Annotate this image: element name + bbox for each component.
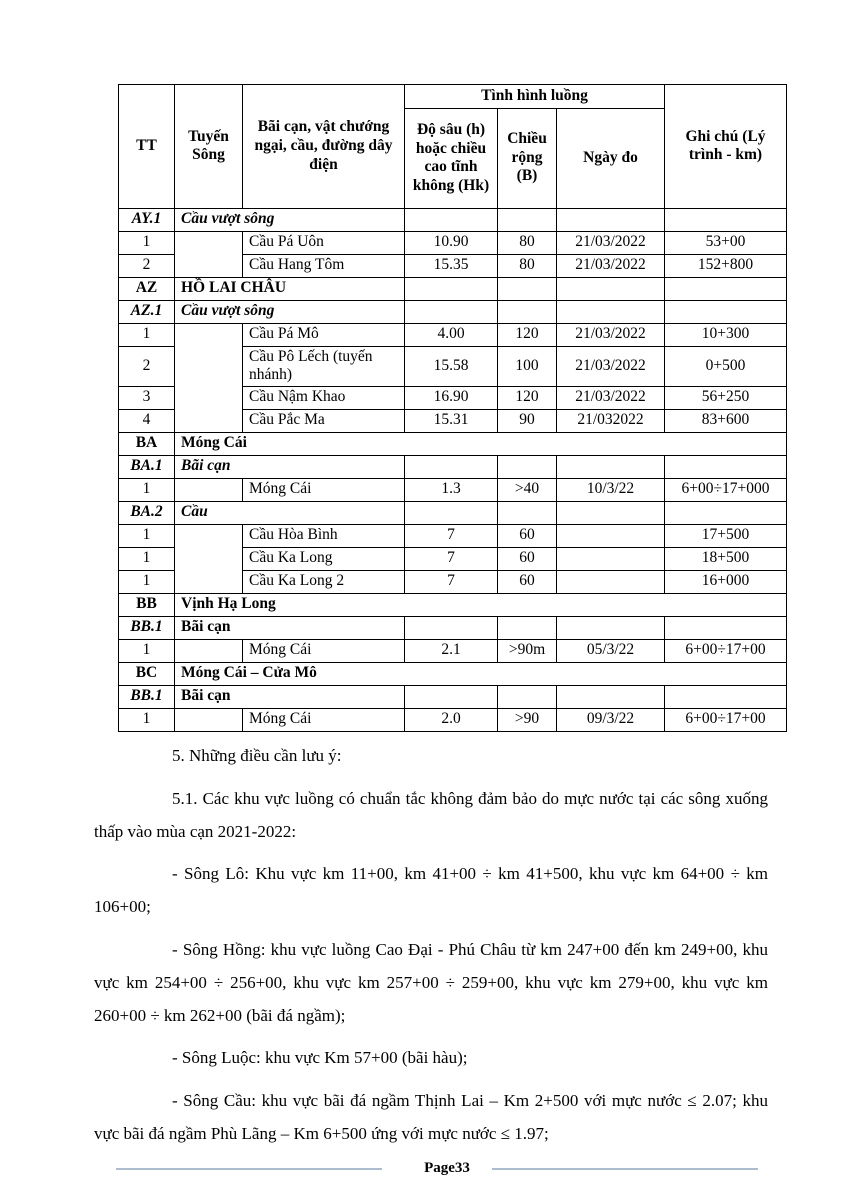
depth-cell: 2.0 — [405, 708, 498, 731]
note-cell: 18+500 — [665, 547, 787, 570]
col-header-tt: TT — [119, 85, 175, 209]
width-cell: >90 — [498, 708, 557, 731]
depth-cell: 7 — [405, 524, 498, 547]
table-row — [119, 208, 787, 231]
date-cell: 10/3/22 — [557, 478, 665, 501]
note-paragraph: - Sông Lô: Khu vực km 11+00, km 41+00 ÷ km 41+500, khu vực km 64+00 ÷ km 106+00; — [94, 864, 768, 917]
width-cell: 120 — [498, 323, 557, 346]
col-header-ngay-do: Ngày đo — [557, 108, 665, 208]
width-cell: 60 — [498, 524, 557, 547]
note-cell: 17+500 — [665, 524, 787, 547]
tuyen-song-cell — [175, 524, 243, 593]
section-code-cell: AZ.1 — [119, 300, 175, 323]
page-number: Page33 — [424, 1160, 470, 1176]
table-row — [119, 455, 787, 478]
col-header-tuyen-song: Tuyến Sông — [175, 85, 243, 209]
empty-cell — [405, 685, 498, 708]
empty-cell — [498, 616, 557, 639]
obstacle-name-cell: Cầu Pô Lếch (tuyến nhánh) — [243, 346, 405, 386]
section-label-cell: Cầu vượt sông — [175, 300, 405, 323]
date-cell: 21/03/2022 — [557, 346, 665, 386]
tuyen-song-cell — [175, 639, 243, 662]
empty-cell — [665, 685, 787, 708]
table-header — [119, 85, 787, 209]
empty-cell — [665, 455, 787, 478]
date-cell: 21/03/2022 — [557, 254, 665, 277]
notes-section — [94, 740, 768, 1161]
section-label-cell: Bãi cạn — [175, 455, 405, 478]
tt-cell: 1 — [119, 231, 175, 254]
tuyen-song-cell — [175, 708, 243, 731]
empty-cell — [665, 300, 787, 323]
section-code-cell: AY.1 — [119, 208, 175, 231]
obstacle-name-cell: Cầu Pắc Ma — [243, 409, 405, 432]
note-cell: 6+00÷17+000 — [665, 478, 787, 501]
table-row — [119, 593, 787, 616]
obstacle-name-cell: Cầu Pá Uôn — [243, 231, 405, 254]
note-paragraph: 5.1. Các khu vực luồng có chuẩn tắc không đảm bảo do mực nước tại các sông xuống thấp vào mùa cạn 2021-2022: — [94, 788, 768, 841]
tt-cell: 3 — [119, 386, 175, 409]
table-row — [119, 708, 787, 731]
depth-cell: 7 — [405, 570, 498, 593]
obstacle-name-cell: Cầu Ka Long — [243, 547, 405, 570]
tt-cell: 1 — [119, 478, 175, 501]
tuyen-song-cell — [175, 323, 243, 432]
obstacle-name-cell: Móng Cái — [243, 478, 405, 501]
date-cell — [557, 524, 665, 547]
table-row — [119, 639, 787, 662]
obstacle-name-cell: Cầu Nậm Khao — [243, 386, 405, 409]
header-row-top — [119, 85, 787, 109]
empty-cell — [405, 300, 498, 323]
section-code-cell: BB.1 — [119, 685, 175, 708]
depth-cell: 10.90 — [405, 231, 498, 254]
empty-cell — [498, 685, 557, 708]
tt-cell: 1 — [119, 547, 175, 570]
empty-cell — [498, 501, 557, 524]
tt-cell: 4 — [119, 409, 175, 432]
width-cell: 80 — [498, 254, 557, 277]
section-label-cell: Cầu vượt sông — [175, 208, 405, 231]
date-cell: 21/032022 — [557, 409, 665, 432]
date-cell: 05/3/22 — [557, 639, 665, 662]
note-paragraph: - Sông Cầu: khu vực bãi đá ngầm Thịnh Lai – Km 2+500 với mực nước ≤ 2.07; khu vực bãi đá ngầm Phù Lãng – Km 6+500 ứng với mực nước ≤ 1.97; — [94, 1091, 768, 1143]
footer-rule-right — [492, 1168, 758, 1170]
table-row — [119, 478, 787, 501]
footer-rule-left — [116, 1168, 382, 1170]
note-paragraph: 5. Những điều cần lưu ý: — [172, 746, 342, 765]
section-label-cell: Móng Cái – Cửa Mô — [175, 662, 787, 685]
table-row — [119, 501, 787, 524]
obstacle-name-cell: Móng Cái — [243, 639, 405, 662]
empty-cell — [498, 208, 557, 231]
col-header-ghi-chu: Ghi chú (Lý trình - km) — [665, 85, 787, 209]
tuyen-song-cell — [175, 478, 243, 501]
empty-cell — [665, 277, 787, 300]
date-cell — [557, 570, 665, 593]
note-cell: 152+800 — [665, 254, 787, 277]
section-code-cell: AZ — [119, 277, 175, 300]
note-cell: 6+00÷17+00 — [665, 708, 787, 731]
table-body — [119, 208, 787, 731]
section-code-cell: BA — [119, 432, 175, 455]
depth-cell: 15.58 — [405, 346, 498, 386]
width-cell: 100 — [498, 346, 557, 386]
section-label-cell: Cầu — [175, 501, 405, 524]
channel-conditions-table — [118, 84, 787, 732]
section-code-cell: BB — [119, 593, 175, 616]
table-row — [119, 323, 787, 346]
width-cell: 60 — [498, 570, 557, 593]
table-row — [119, 231, 787, 254]
table-row — [119, 277, 787, 300]
note-cell: 56+250 — [665, 386, 787, 409]
section-code-cell: BA.2 — [119, 501, 175, 524]
obstacle-name-cell: Cầu Hang Tôm — [243, 254, 405, 277]
note-paragraph: - Sông Luộc: khu vực Km 57+00 (bãi hàu); — [172, 1048, 468, 1068]
date-cell: 21/03/2022 — [557, 323, 665, 346]
empty-cell — [557, 501, 665, 524]
width-cell: 90 — [498, 409, 557, 432]
depth-cell: 2.1 — [405, 639, 498, 662]
empty-cell — [498, 277, 557, 300]
note-cell: 0+500 — [665, 346, 787, 386]
section-label-cell: Bãi cạn — [175, 685, 405, 708]
empty-cell — [557, 455, 665, 478]
note-cell: 10+300 — [665, 323, 787, 346]
col-header-tinh-hinh-luong: Tình hình luồng — [405, 85, 665, 109]
section-label-cell: Bãi cạn — [175, 616, 405, 639]
date-cell: 09/3/22 — [557, 708, 665, 731]
tt-cell: 2 — [119, 346, 175, 386]
width-cell: 80 — [498, 231, 557, 254]
table-row — [119, 662, 787, 685]
empty-cell — [557, 300, 665, 323]
note-cell: 16+000 — [665, 570, 787, 593]
empty-cell — [557, 208, 665, 231]
col-header-do-sau: Độ sâu (h) hoặc chiều cao tĩnh không (Hk) — [405, 108, 498, 208]
date-cell: 21/03/2022 — [557, 231, 665, 254]
width-cell: 120 — [498, 386, 557, 409]
empty-cell — [557, 685, 665, 708]
tt-cell: 1 — [119, 639, 175, 662]
depth-cell: 4.00 — [405, 323, 498, 346]
table-row — [119, 432, 787, 455]
width-cell: 60 — [498, 547, 557, 570]
depth-cell: 15.31 — [405, 409, 498, 432]
note-cell: 53+00 — [665, 231, 787, 254]
tuyen-song-cell — [175, 231, 243, 277]
empty-cell — [557, 277, 665, 300]
empty-cell — [405, 277, 498, 300]
section-code-cell: BA.1 — [119, 455, 175, 478]
table-row — [119, 616, 787, 639]
empty-cell — [405, 208, 498, 231]
section-label-cell: Vịnh Hạ Long — [175, 593, 787, 616]
table-row — [119, 524, 787, 547]
empty-cell — [665, 208, 787, 231]
obstacle-name-cell: Cầu Ka Long 2 — [243, 570, 405, 593]
page-footer — [116, 1160, 758, 1177]
tt-cell: 1 — [119, 323, 175, 346]
empty-cell — [405, 501, 498, 524]
section-code-cell: BB.1 — [119, 616, 175, 639]
note-paragraph: - Sông Hồng: khu vực luồng Cao Đại - Phú Châu từ km 247+00 đến km 249+00, khu vực km 254+00 ÷ 256+00, khu vực km 257+00 ÷ 259+00, khu vực km 279+00, khu vực km 260+00 ÷ km 262+00 (bãi đá ngầm); — [94, 939, 768, 1025]
obstacle-name-cell: Cầu Pá Mô — [243, 323, 405, 346]
empty-cell — [665, 616, 787, 639]
note-cell: 6+00÷17+00 — [665, 639, 787, 662]
table-row — [119, 685, 787, 708]
obstacle-name-cell: Cầu Hòa Bình — [243, 524, 405, 547]
note-cell: 83+600 — [665, 409, 787, 432]
empty-cell — [405, 455, 498, 478]
tt-cell: 1 — [119, 570, 175, 593]
col-header-bai-can: Bãi cạn, vật chướng ngại, cầu, đường dây điện — [243, 85, 405, 209]
date-cell: 21/03/2022 — [557, 386, 665, 409]
empty-cell — [557, 616, 665, 639]
obstacle-name-cell: Móng Cái — [243, 708, 405, 731]
section-label-cell: Móng Cái — [175, 432, 787, 455]
depth-cell: 7 — [405, 547, 498, 570]
table-row — [119, 300, 787, 323]
col-header-chieu-rong: Chiều rộng (B) — [498, 108, 557, 208]
depth-cell: 15.35 — [405, 254, 498, 277]
width-cell: >90m — [498, 639, 557, 662]
empty-cell — [405, 616, 498, 639]
empty-cell — [665, 501, 787, 524]
width-cell: >40 — [498, 478, 557, 501]
section-code-cell: BC — [119, 662, 175, 685]
depth-cell: 16.90 — [405, 386, 498, 409]
tt-cell: 1 — [119, 708, 175, 731]
date-cell — [557, 547, 665, 570]
depth-cell: 1.3 — [405, 478, 498, 501]
section-label-cell: HỒ LAI CHÂU — [175, 277, 405, 300]
empty-cell — [498, 455, 557, 478]
empty-cell — [498, 300, 557, 323]
tt-cell: 2 — [119, 254, 175, 277]
tt-cell: 1 — [119, 524, 175, 547]
